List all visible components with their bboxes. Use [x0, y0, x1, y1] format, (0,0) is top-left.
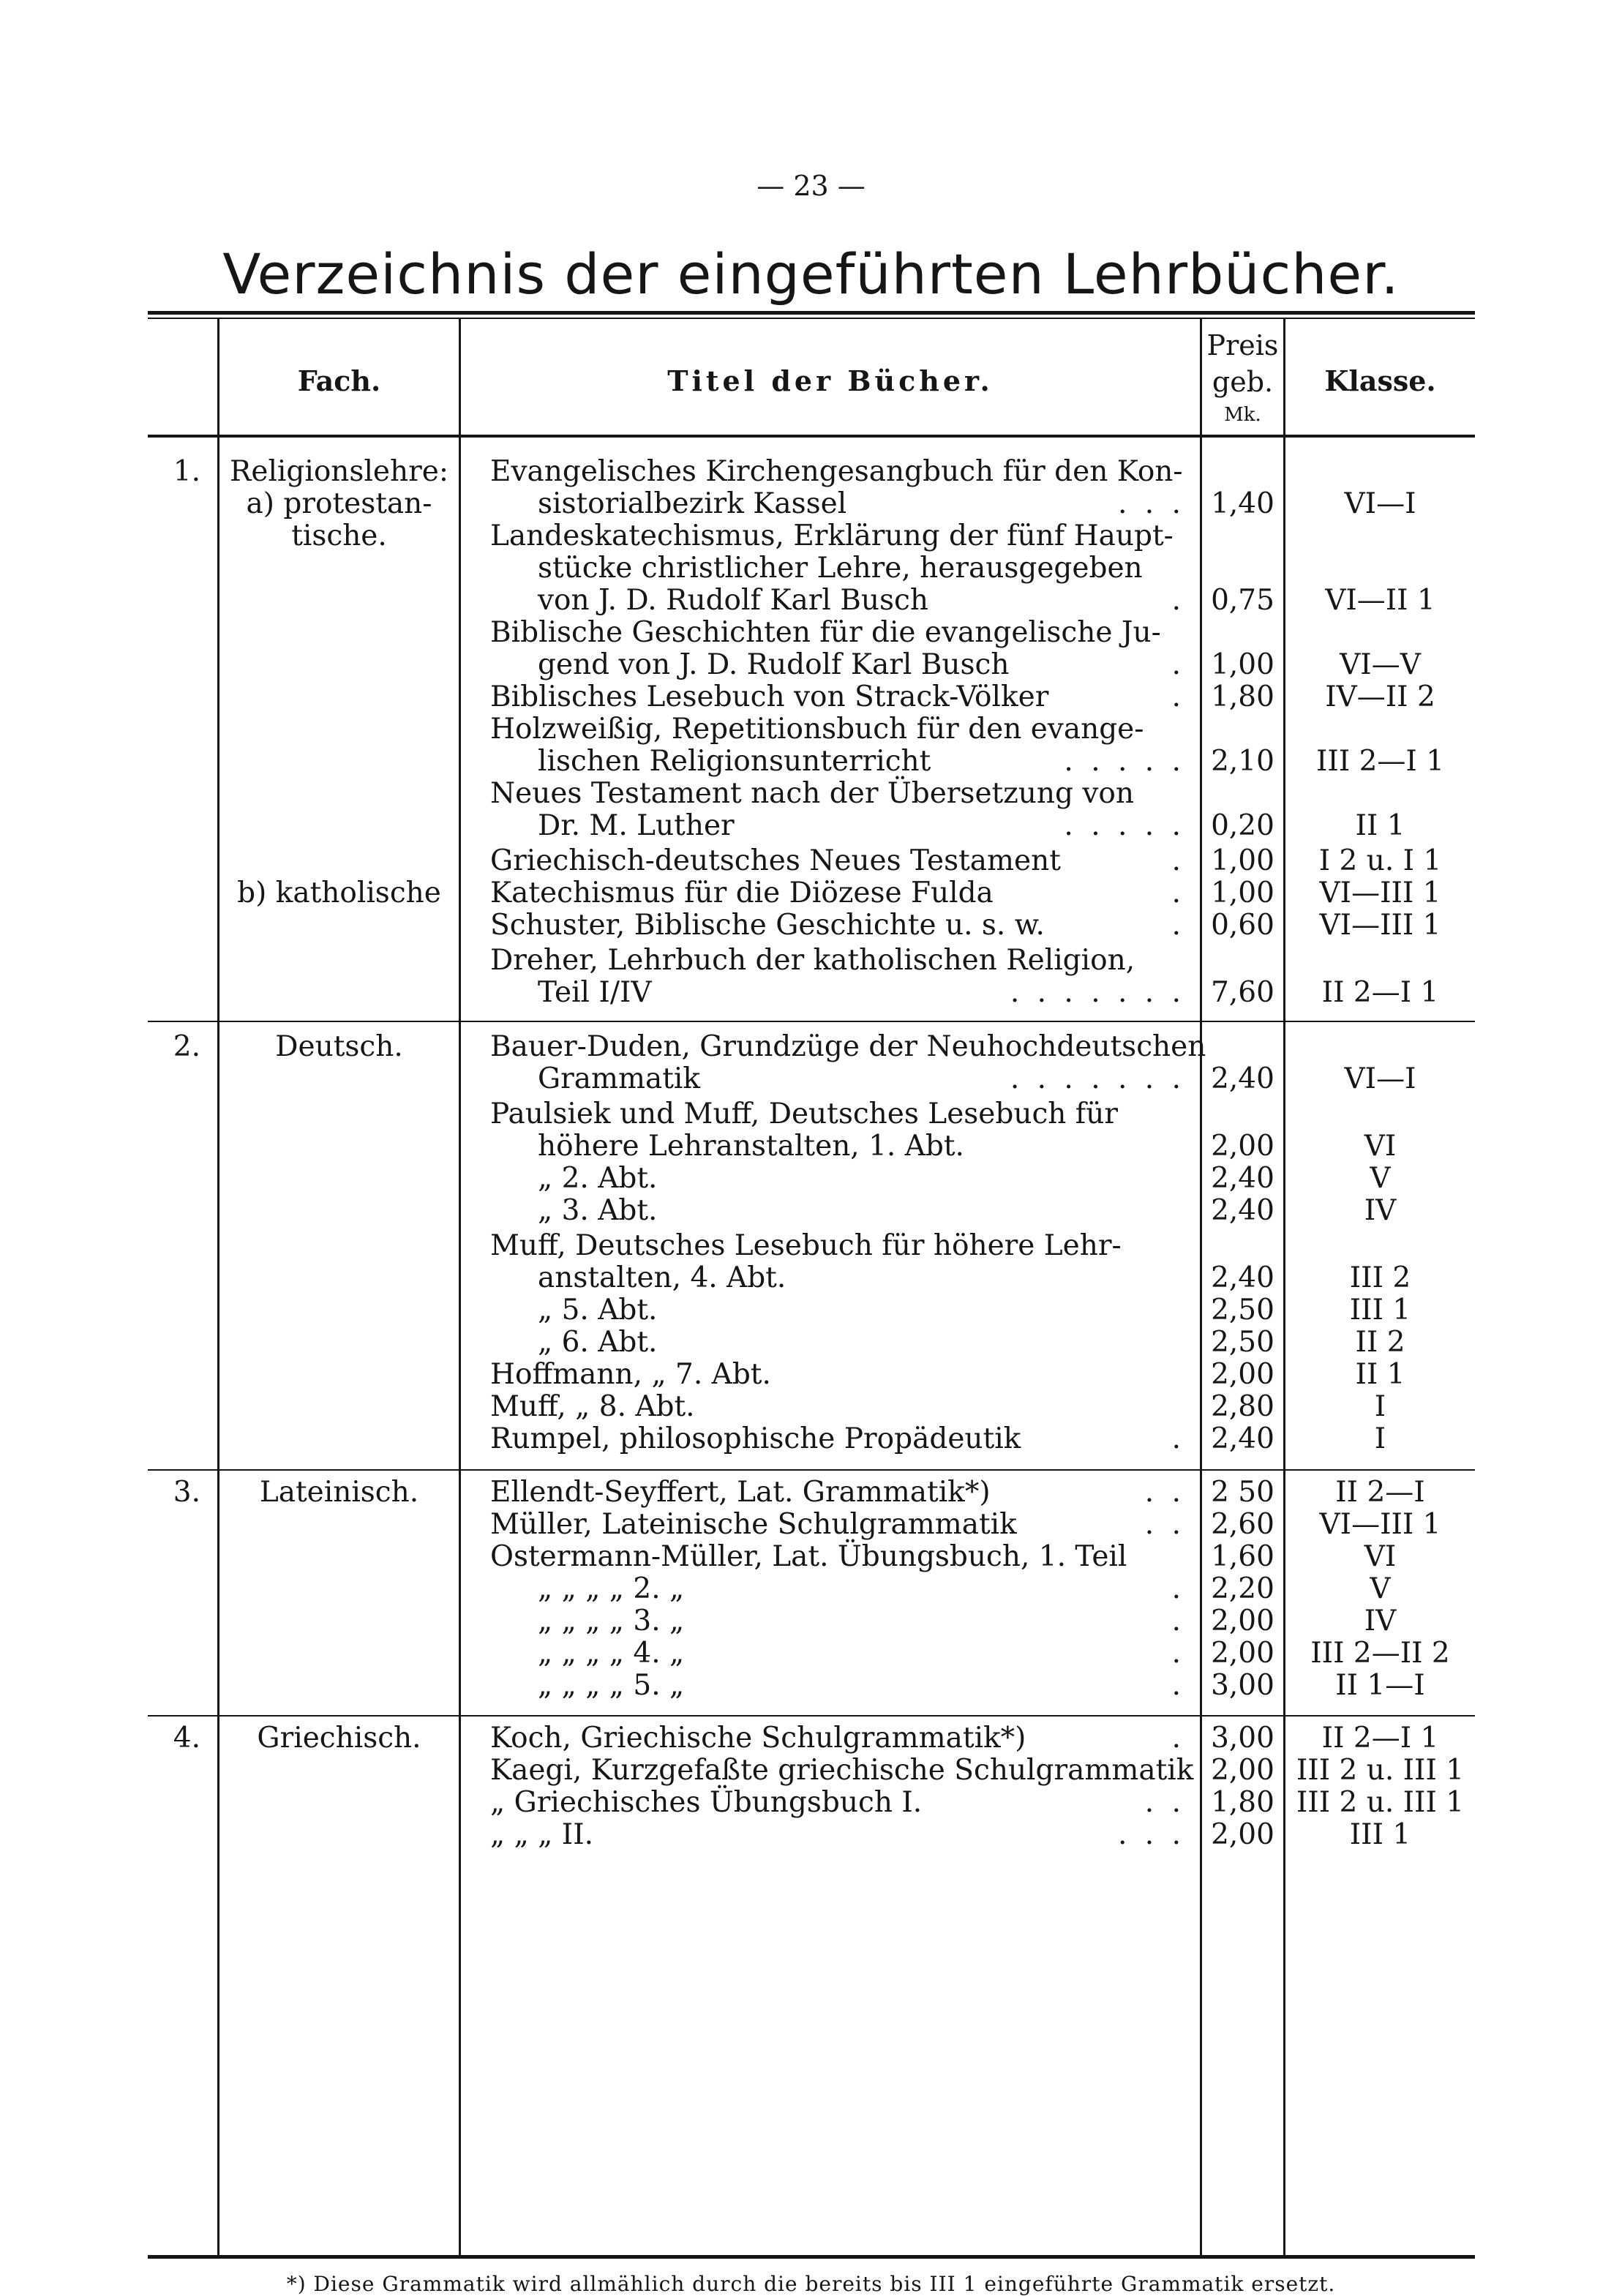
book-title: „ „ „ „ 2. „	[538, 1572, 685, 1605]
dot-leader: . . . . .	[1064, 809, 1185, 842]
header-preis-3: Mk.	[1224, 404, 1261, 426]
book-price: 3,00	[1211, 1722, 1274, 1755]
book-price: 1,40	[1211, 487, 1274, 520]
book-title: Dr. M. Luther	[538, 809, 735, 842]
book-klasse: II 2—I 1	[1321, 976, 1439, 1009]
dot-leader: .	[1171, 909, 1185, 942]
header-fach: Fach.	[297, 364, 381, 397]
book-klasse: II 1—I	[1335, 1669, 1425, 1702]
book-klasse: VI	[1364, 1130, 1397, 1163]
dot-leader: .	[1171, 1572, 1185, 1605]
fach-label: b) katholische	[237, 877, 441, 909]
dot-leader: . . . . . . .	[1010, 1062, 1185, 1095]
book-title: Dreher, Lehrbuch der katholischen Religion,	[490, 944, 1135, 977]
table-top-rule	[148, 311, 1475, 315]
book-price: 1,00	[1211, 877, 1274, 909]
book-title: von J. D. Rudolf Karl Busch	[538, 584, 928, 617]
dot-leader: .	[1171, 1637, 1185, 1670]
dot-leader: .	[1171, 648, 1185, 681]
fach-label: Deutsch.	[275, 1030, 403, 1063]
book-price: 7,60	[1211, 976, 1274, 1009]
dot-leader: . .	[1144, 1476, 1185, 1509]
section-rule-3	[148, 1469, 1475, 1471]
book-price: 1,00	[1211, 648, 1274, 681]
book-title: gend von J. D. Rudolf Karl Busch	[538, 648, 1010, 681]
book-klasse: IV—II 2	[1325, 680, 1435, 713]
dot-leader: . . . . .	[1064, 745, 1185, 778]
book-price: 2,00	[1211, 1818, 1274, 1851]
book-title: Rumpel, philosophische Propädeutik	[490, 1422, 1021, 1455]
book-price: 0,75	[1211, 584, 1274, 617]
book-klasse: III 2 u. III 1	[1296, 1786, 1465, 1819]
fach-label: tische.	[291, 519, 387, 552]
dot-leader: .	[1171, 844, 1185, 877]
dot-leader: .	[1171, 584, 1185, 617]
book-klasse: III 2 u. III 1	[1296, 1754, 1465, 1787]
book-title: Holzweißig, Repetitionsbuch für den evange-	[490, 713, 1144, 746]
book-price: 2,20	[1211, 1572, 1274, 1605]
section-number: 3.	[173, 1476, 200, 1509]
dot-leader: .	[1171, 1722, 1185, 1755]
book-title: Evangelisches Kirchengesangbuch für den Kon-	[490, 455, 1183, 488]
book-price: 2,50	[1211, 1294, 1274, 1327]
book-price: 0,60	[1211, 909, 1274, 942]
book-title: lischen Religionsunterricht	[538, 745, 931, 778]
book-title: sistorialbezirk Kassel	[538, 487, 847, 520]
dot-leader: . . .	[1118, 487, 1185, 520]
book-price: 2,00	[1211, 1605, 1274, 1637]
book-title: „ 3. Abt.	[538, 1194, 658, 1227]
book-klasse: II 2—I	[1335, 1476, 1425, 1509]
book-klasse: IV	[1364, 1605, 1397, 1637]
book-klasse: VI—I	[1344, 487, 1416, 520]
book-price: 2,00	[1211, 1358, 1274, 1391]
book-price: 1,80	[1211, 1786, 1274, 1819]
col-divider-fach	[217, 319, 219, 2255]
section-number: 2.	[173, 1030, 200, 1063]
book-klasse: I	[1374, 1422, 1386, 1455]
book-klasse: III 1	[1349, 1294, 1411, 1327]
dot-leader: . . .	[1118, 1818, 1185, 1851]
header-klasse: Klasse.	[1324, 364, 1436, 397]
book-title: Schuster, Biblische Geschichte u. s. w.	[490, 909, 1045, 942]
book-title: Teil I/IV	[538, 976, 652, 1009]
book-price: 2,80	[1211, 1390, 1274, 1423]
header-preis-2: geb.	[1212, 366, 1274, 398]
book-price: 2,60	[1211, 1508, 1274, 1541]
section-number: 1.	[173, 455, 200, 488]
book-title: stücke christlicher Lehre, herausgegeben	[538, 552, 1143, 585]
book-klasse: III 2—II 2	[1310, 1637, 1450, 1670]
dot-leader: .	[1171, 1669, 1185, 1702]
table-bottom-rule	[148, 2255, 1475, 2259]
book-klasse: VI—III 1	[1319, 877, 1441, 909]
book-klasse: VI—V	[1340, 648, 1421, 681]
book-price: 2,40	[1211, 1422, 1274, 1455]
book-title: Biblische Geschichten für die evangelische Ju-	[490, 616, 1161, 649]
book-title: Ostermann-Müller, Lat. Übungsbuch, 1. Teil	[490, 1540, 1127, 1573]
book-price: 2,50	[1211, 1326, 1274, 1359]
dot-leader: . . . . . . .	[1010, 976, 1185, 1009]
dot-leader: .	[1171, 680, 1185, 713]
book-title: „ 6. Abt.	[538, 1326, 658, 1359]
book-klasse: II 1	[1355, 1358, 1405, 1391]
fach-label: Griechisch.	[257, 1722, 421, 1755]
book-price: 2,00	[1211, 1637, 1274, 1670]
table-top-rule-thin	[148, 318, 1475, 319]
book-price: 2,00	[1211, 1130, 1274, 1163]
book-klasse: II 1	[1355, 809, 1405, 842]
header-titel: Titel der Bücher.	[667, 364, 994, 397]
book-title: höhere Lehranstalten, 1. Abt.	[538, 1130, 964, 1163]
book-klasse: V	[1370, 1572, 1391, 1605]
book-klasse: VI	[1364, 1540, 1397, 1573]
book-title: Kaegi, Kurzgefaßte griechische Schulgrammatik	[490, 1754, 1194, 1787]
book-title: Landeskatechismus, Erklärung der fünf Haupt-	[490, 519, 1174, 552]
book-price: 1,60	[1211, 1540, 1274, 1573]
book-klasse: IV	[1364, 1194, 1397, 1227]
book-title: Paulsiek und Muff, Deutsches Lesebuch für	[490, 1098, 1118, 1130]
book-klasse: VI—III 1	[1319, 909, 1441, 942]
book-title: Neues Testament nach der Übersetzung von	[490, 777, 1134, 810]
book-klasse: VI—I	[1344, 1062, 1416, 1095]
book-price: 2,40	[1211, 1194, 1274, 1227]
book-klasse: II 2—I 1	[1321, 1722, 1439, 1755]
book-klasse: I 2 u. I 1	[1318, 844, 1442, 877]
book-klasse: V	[1370, 1162, 1391, 1195]
book-title: Grammatik	[538, 1062, 701, 1095]
book-title: anstalten, 4. Abt.	[538, 1261, 786, 1294]
book-title: Koch, Griechische Schulgrammatik*)	[490, 1722, 1026, 1755]
col-divider-titel	[459, 319, 461, 2255]
fach-label: Lateinisch.	[259, 1476, 419, 1509]
book-klasse: III 1	[1349, 1818, 1411, 1851]
book-title: Biblisches Lesebuch von Strack-Völker	[490, 680, 1049, 713]
book-title: Griechisch-deutsches Neues Testament	[490, 844, 1061, 877]
book-klasse: VI—III 1	[1319, 1508, 1441, 1541]
header-preis-1: Preis	[1206, 329, 1279, 361]
book-price: 2,00	[1211, 1754, 1274, 1787]
book-price: 2,40	[1211, 1261, 1274, 1294]
book-title: Muff, „ 8. Abt.	[490, 1390, 695, 1423]
book-title: Ellendt-Seyffert, Lat. Grammatik*)	[490, 1476, 991, 1509]
fach-label: a) protestan-	[246, 487, 432, 520]
dot-leader: .	[1171, 1605, 1185, 1637]
book-price: 0,20	[1211, 809, 1274, 842]
book-klasse: III 2	[1349, 1261, 1411, 1294]
book-title: „ 2. Abt.	[538, 1162, 658, 1195]
fach-label: Religionslehre:	[230, 455, 448, 488]
book-title: „ Griechisches Übungsbuch I.	[490, 1786, 923, 1819]
dot-leader: . .	[1144, 1508, 1185, 1541]
book-price: 2,40	[1211, 1162, 1274, 1195]
book-price: 2 50	[1211, 1476, 1274, 1509]
book-price: 1,00	[1211, 844, 1274, 877]
section-rule-4	[148, 1715, 1475, 1717]
book-price: 2,10	[1211, 745, 1274, 778]
book-title: Katechismus für die Diözese Fulda	[490, 877, 994, 909]
section-rule-2	[148, 1021, 1475, 1022]
page-number: — 23 —	[756, 170, 866, 202]
dot-leader: .	[1171, 1422, 1185, 1455]
book-klasse: I	[1374, 1390, 1386, 1423]
book-price: 3,00	[1211, 1669, 1274, 1702]
book-title: „ „ „ „ 4. „	[538, 1637, 685, 1670]
book-klasse: III 2—I 1	[1315, 745, 1445, 778]
book-price: 2,40	[1211, 1062, 1274, 1095]
dot-leader: . .	[1144, 1786, 1185, 1819]
book-title: „ „ „ II.	[490, 1818, 594, 1851]
book-klasse: II 2	[1355, 1326, 1405, 1359]
book-title: Muff, Deutsches Lesebuch für höhere Lehr-	[490, 1229, 1122, 1262]
book-title: „ „ „ „ 3. „	[538, 1605, 685, 1637]
book-title: Müller, Lateinische Schulgrammatik	[490, 1508, 1017, 1541]
section-number: 4.	[173, 1722, 200, 1755]
page-title: Verzeichnis der eingeführten Lehrbücher.	[222, 241, 1400, 307]
book-klasse: VI—II 1	[1325, 584, 1435, 617]
book-title: Bauer-Duden, Grundzüge der Neuhochdeutschen	[490, 1030, 1206, 1063]
footnote: *) Diese Grammatik wird allmählich durch die bereits bis III 1 eingeführte Grammatik ersetzt.	[286, 2272, 1336, 2296]
header-bottom-rule	[148, 435, 1475, 438]
book-title: „ 5. Abt.	[538, 1294, 658, 1327]
book-price: 1,80	[1211, 680, 1274, 713]
book-title: „ „ „ „ 5. „	[538, 1669, 685, 1702]
dot-leader: .	[1171, 877, 1185, 909]
book-title: Hoffmann, „ 7. Abt.	[490, 1358, 771, 1391]
